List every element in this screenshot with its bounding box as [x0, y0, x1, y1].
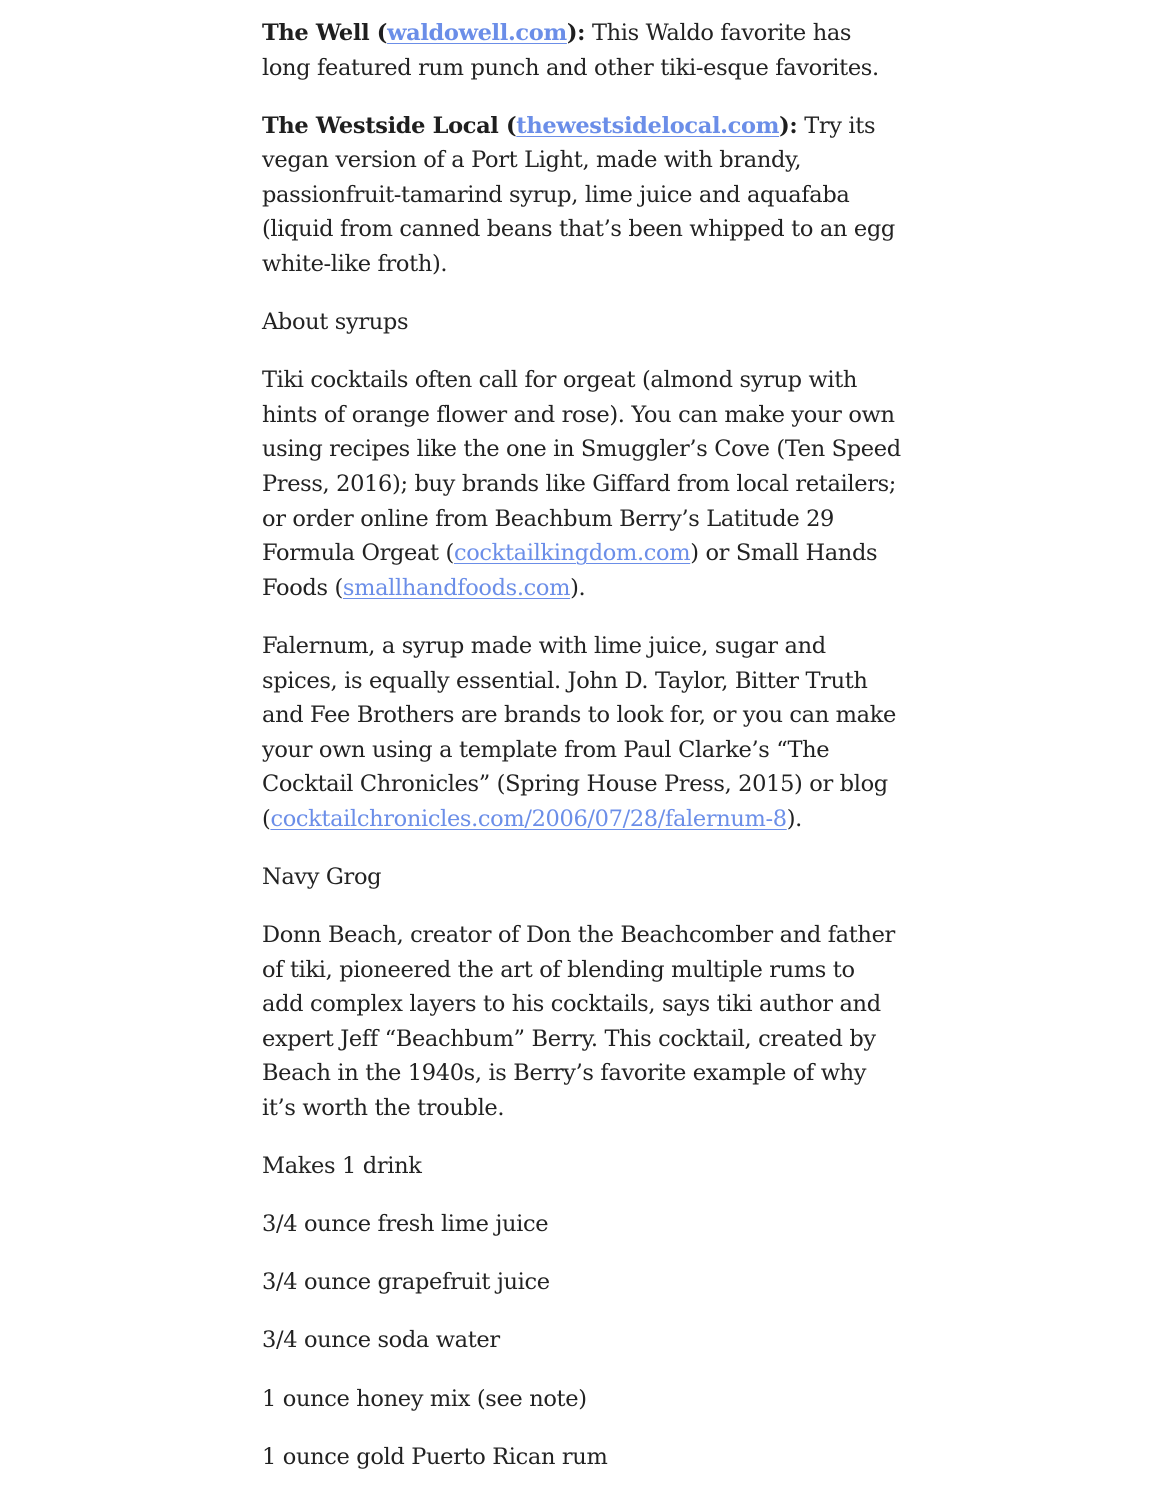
recipe-title: Navy Grog: [262, 863, 382, 890]
ingredient-item: 3/4 ounce grapefruit juice: [262, 1269, 550, 1296]
ingredient-item: 3/4 ounce soda water: [262, 1327, 500, 1354]
ingredient-item: 1 ounce honey mix (see note): [262, 1385, 587, 1412]
falernum-paragraph: Falernum, a syrup made with lime juice, sugar and spices, is equally essential. John D. Taylor, Bitter Truth and Fee Brothers are brands to look for, or you can make your own using a template from Paul Clarke’s “The Cocktail Chronicles” (Spring House Press, 2015) or blog (cocktailchronicles.com/2006/07/28/falernum-8).: [262, 632, 896, 832]
cocktailkingdom-link[interactable]: cocktailkingdom.com: [453, 540, 691, 567]
smallhandfoods-link[interactable]: smallhandfoods.com: [342, 574, 571, 601]
venue-paragraph-the-well: The Well (waldowell.com): This Waldo favorite has long featured rum punch and other tiki-esque favorites.: [262, 20, 879, 81]
venue-description: Try its vegan version of a Port Light, made with brandy, passionfruit-tamarind syrup, lime juice and aquafaba (liquid from canned beans that’s been whipped to an egg white-like froth).: [262, 112, 895, 278]
venue-description: This Waldo favorite has long featured rum punch and other tiki-esque favorites.: [262, 20, 879, 81]
orgeat-middle-text: or Small Hands Foods: [262, 540, 878, 601]
syrups-heading: About syrups: [262, 309, 409, 336]
venue-link-westsidelocal[interactable]: thewestsidelocal.com: [516, 112, 780, 139]
venue-paragraph-westside-local: The Westside Local (thewestsidelocal.com): Try its vegan version of a Port Light, made with brandy, passionfruit-tamarind syrup, lime juice and aquafaba (liquid from canned beans that’s been whipped to an egg white-like froth).: [262, 112, 895, 278]
recipe-yield: Makes 1 drink: [262, 1153, 422, 1180]
falernum-text: Falernum, a syrup made with lime juice, sugar and spices, is equally essential. John D. Taylor, Bitter Truth and Fee Brothers are brands to look for, or you can make your own using a template from Paul Clarke’s “The Cocktail Chronicles” (Spring House Press, 2015) or blog: [262, 632, 896, 798]
venue-link-waldowell[interactable]: waldowell.com: [387, 20, 567, 46]
ingredient-item: 1 ounce gold Puerto Rican rum: [262, 1443, 608, 1470]
venue-name: The Westside Local (: [262, 112, 517, 139]
orgeat-paragraph: Tiki cocktails often call for orgeat (almond syrup with hints of orange flower and rose). You can make your own using recipes like the one in Smuggler’s Cove (Ten Speed Press, 2016); buy brands like Giffard from local retailers; or order online from Beachbum Berry’s Latitude 29 Formula Orgeat (cocktailkingdom.com) or Small Hands Foods (smallhandfoods.com).: [262, 367, 901, 601]
ingredient-item: 3/4 ounce fresh lime juice: [262, 1211, 549, 1238]
orgeat-text: Tiki cocktails often call for orgeat (almond syrup with hints of orange flower and rose). You can make your own using recipes like the one in Smuggler’s Cove (Ten Speed Press, 2016); buy brands like Giffard from local retailers; or order online from Beachbum Berry’s Latitude 29 Formula Orgeat: [262, 367, 901, 567]
recipe-intro: Donn Beach, creator of Don the Beachcomber and father of tiki, pioneered the art of blending multiple rums to add complex layers to his cocktails, says tiki author and expert Jeff “Beachbum” Berry. This cocktail, created by Beach in the 1940s, is Berry’s favorite example of why it’s worth the trouble.: [262, 922, 895, 1122]
cocktailchronicles-link[interactable]: cocktailchronicles.com/2006/07/28/falernum-8: [270, 805, 787, 832]
venue-name: The Well (: [262, 20, 388, 46]
article-body: [262, 16, 902, 1498]
